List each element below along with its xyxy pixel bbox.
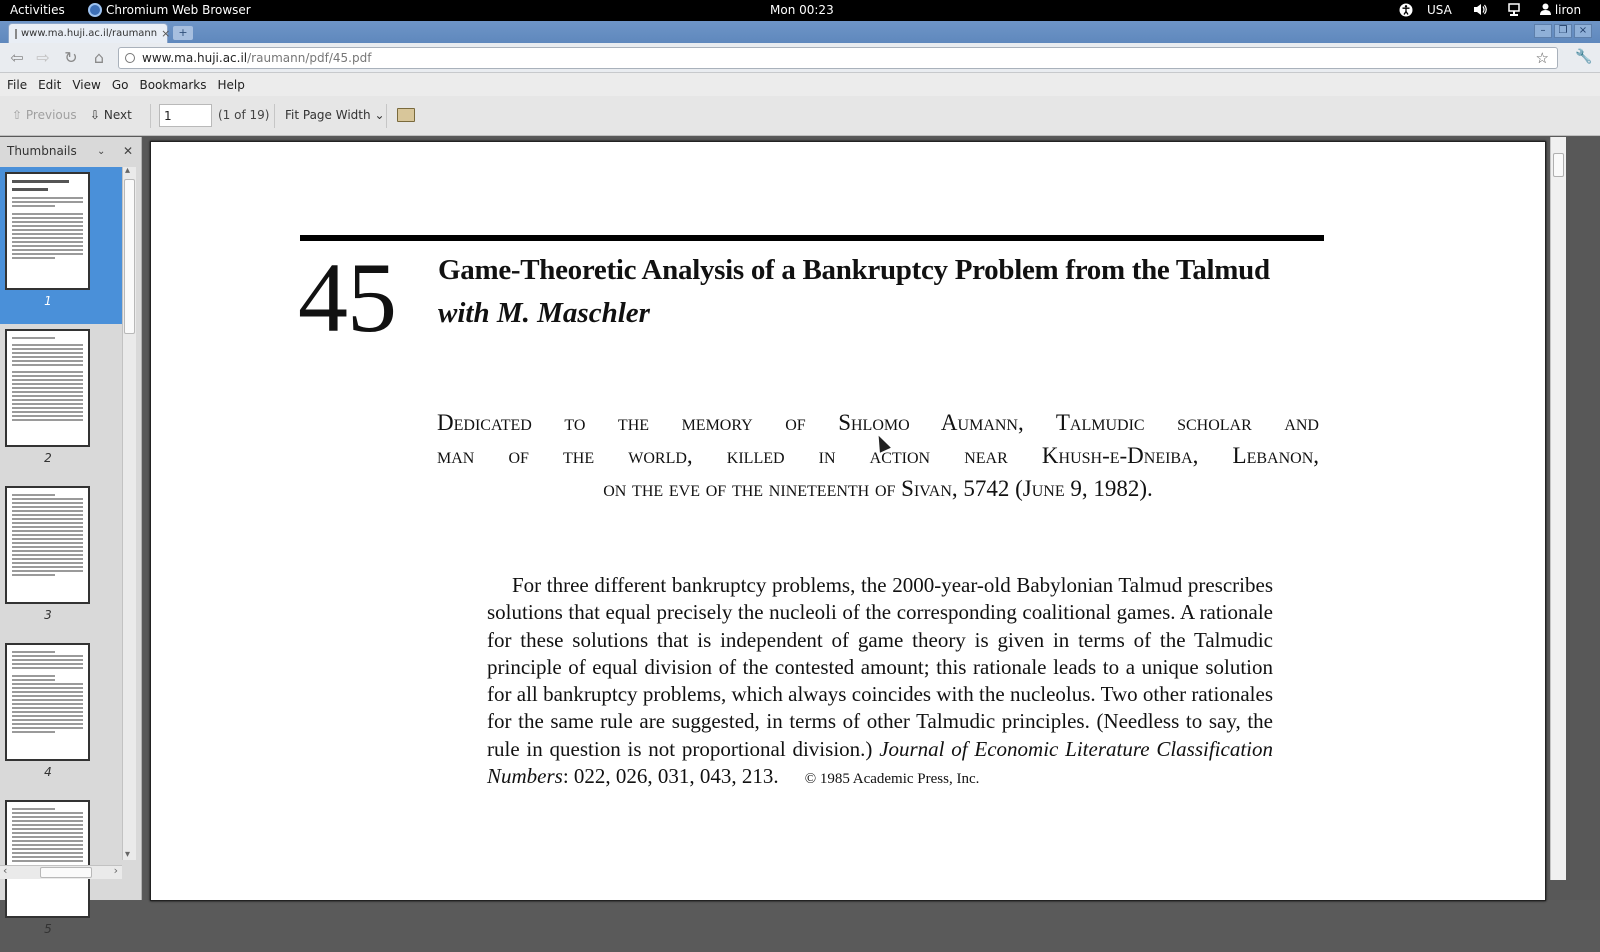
scrollbar-thumb[interactable] [40, 867, 92, 878]
scroll-left-icon[interactable]: ‹ [3, 864, 8, 877]
document-title: Game-Theoretic Analysis of a Bankruptcy Problem from the Talmud [438, 254, 1270, 286]
previous-page-button[interactable] [12, 108, 77, 122]
chevron-down-icon: ⌄ [374, 108, 385, 122]
open-file-folder-icon[interactable] [397, 108, 415, 122]
user-name: liron [1554, 3, 1582, 17]
navigation-bar [0, 43, 1600, 73]
volume-icon[interactable] [1473, 3, 1487, 19]
thumbnail-image [5, 172, 90, 290]
url-path: /raumann/pdf/45.pdf [247, 51, 372, 65]
thumbnail-list [0, 167, 122, 936]
forward-button[interactable]: ⇨ [36, 48, 50, 67]
sidebar-horizontal-scrollbar[interactable] [0, 865, 122, 879]
tab-title: www.ma.huji.ac.il/raumann [21, 28, 158, 39]
menu-file[interactable]: File [7, 77, 28, 92]
maximize-button[interactable]: ❐ [1554, 24, 1572, 38]
sidebar-mode-select[interactable]: Thumbnails [7, 144, 77, 158]
thumbnail-sidebar [0, 137, 142, 936]
thumbnail-image [5, 643, 90, 761]
home-button[interactable]: ⌂ [93, 48, 105, 67]
jel-codes: : 022, 026, 031, 043, 213. [562, 764, 779, 789]
thumbnail-page-number: 5 [44, 922, 52, 936]
next-arrow-icon: ⇩ [90, 108, 101, 122]
sidebar-header [0, 137, 142, 165]
zoom-select[interactable] [285, 108, 385, 122]
user-icon [1540, 3, 1551, 15]
toolbar-separator [386, 104, 387, 128]
scroll-right-icon[interactable]: › [113, 864, 118, 877]
abstract-text: For three different bankruptcy problems, the 2000-year-old Babylonian Talmud prescribes solutions that equal precisely the nucleoli of the corresponding coalitional games. A rationale for these solutions that is independent of game theory is given in terms of the Talmudic principle of equal division of the contested amount; this rationale leads to a unique solution for all bankruptcy problems, which always coincides with the nucleolus. Two other rationales for the same rule are suggested, in terms of other Talmudic principles. (Needless to say, the rule in question is not proportional division.) [487, 573, 1273, 761]
accessibility-icon[interactable] [1399, 3, 1413, 20]
menu-edit[interactable]: Edit [38, 77, 62, 92]
close-sidebar-icon[interactable]: ✕ [123, 144, 134, 158]
jel-label: Journal of Economic Literature Classification Numbers [487, 736, 1274, 789]
thumbnail-page-3[interactable] [0, 481, 122, 638]
address-bar[interactable] [118, 47, 1558, 69]
document-author: with M. Maschler [438, 297, 650, 329]
menu-bar [0, 73, 1600, 96]
copyright-notice: © 1985 Academic Press, Inc. [804, 771, 980, 788]
abstract [487, 572, 1273, 793]
dedication-line: man of the world, killed in action near Khush-e-Dneiba, Lebanon, [437, 443, 1319, 468]
chapter-number: 45 [298, 242, 396, 353]
previous-arrow-icon: ⇧ [12, 108, 23, 122]
thumbnail-page-number: 1 [44, 294, 52, 308]
bookmark-star-icon[interactable]: ☆ [1535, 49, 1549, 67]
tab-close-icon[interactable]: × [161, 27, 171, 40]
toolbar-separator [150, 104, 151, 128]
scrollbar-thumb[interactable] [1553, 153, 1564, 177]
site-info-icon[interactable] [125, 53, 135, 63]
minimize-button[interactable]: – [1534, 24, 1552, 38]
new-tab-button[interactable]: + [173, 26, 193, 40]
wrench-menu-icon[interactable]: 🔧 [1575, 49, 1593, 65]
reload-button[interactable]: ↻ [64, 48, 78, 67]
document-viewer[interactable] [143, 137, 1600, 900]
thumbnail-page-number: 2 [44, 451, 52, 465]
pdf-toolbar [0, 96, 1600, 136]
toolbar-separator [274, 104, 275, 128]
app-menu[interactable] [88, 3, 251, 17]
previous-label: Previous [25, 108, 77, 122]
clock[interactable]: Mon 00:23 [770, 3, 834, 17]
thumbnail-page-2[interactable] [0, 324, 122, 481]
network-icon[interactable] [1508, 3, 1520, 20]
thumbnail-image [5, 329, 90, 447]
system-top-bar [0, 0, 1600, 21]
title-rule [300, 235, 1324, 241]
tab-strip [0, 21, 1600, 43]
activities-button[interactable]: Activities [10, 3, 65, 17]
chevron-down-icon[interactable]: ⌄ [97, 145, 106, 157]
scroll-up-icon[interactable]: ▴ [125, 165, 131, 176]
menu-go[interactable]: Go [111, 77, 129, 92]
thumbnail-page-1[interactable] [0, 167, 122, 324]
window-controls [1534, 24, 1592, 38]
menu-bookmarks[interactable]: Bookmarks [139, 77, 207, 92]
user-menu[interactable] [1540, 3, 1581, 17]
menu-view[interactable]: View [72, 77, 101, 92]
page-number-input[interactable] [159, 104, 212, 127]
tab-active[interactable] [8, 23, 171, 43]
zoom-value: Fit Page Width [285, 108, 371, 122]
url-host: www.ma.huji.ac.il [142, 51, 248, 65]
page-count: (1 of 19) [218, 108, 270, 122]
document-vertical-scrollbar[interactable] [1550, 137, 1566, 880]
thumbnail-image [5, 486, 90, 604]
thumbnail-image [5, 800, 90, 918]
pdf-page [150, 141, 1546, 901]
next-label: Next [103, 108, 132, 122]
dedication-line: Dedicated to the memory of Shlomo Aumann, Talmudic scholar and [437, 410, 1319, 435]
dedication [437, 406, 1319, 505]
close-window-button[interactable]: × [1574, 24, 1592, 38]
chromium-logo-icon [88, 3, 102, 17]
scrollbar-thumb[interactable] [124, 179, 135, 334]
thumbnail-page-number: 3 [44, 608, 52, 622]
thumbnail-page-4[interactable] [0, 638, 122, 795]
sidebar-vertical-scrollbar[interactable] [122, 167, 136, 860]
next-page-button[interactable] [90, 108, 132, 122]
page-favicon-icon [15, 29, 17, 39]
thumbnail-page-number: 4 [44, 765, 52, 779]
menu-help[interactable]: Help [217, 77, 245, 92]
back-button[interactable]: ⇦ [10, 48, 24, 67]
keyboard-layout[interactable]: USA [1427, 3, 1452, 17]
dedication-line: on the eve of the nineteenth of Sivan, 5742 (June 9, 1982). [603, 476, 1153, 501]
scroll-down-icon[interactable]: ▾ [125, 849, 131, 860]
app-name: Chromium Web Browser [106, 3, 251, 17]
